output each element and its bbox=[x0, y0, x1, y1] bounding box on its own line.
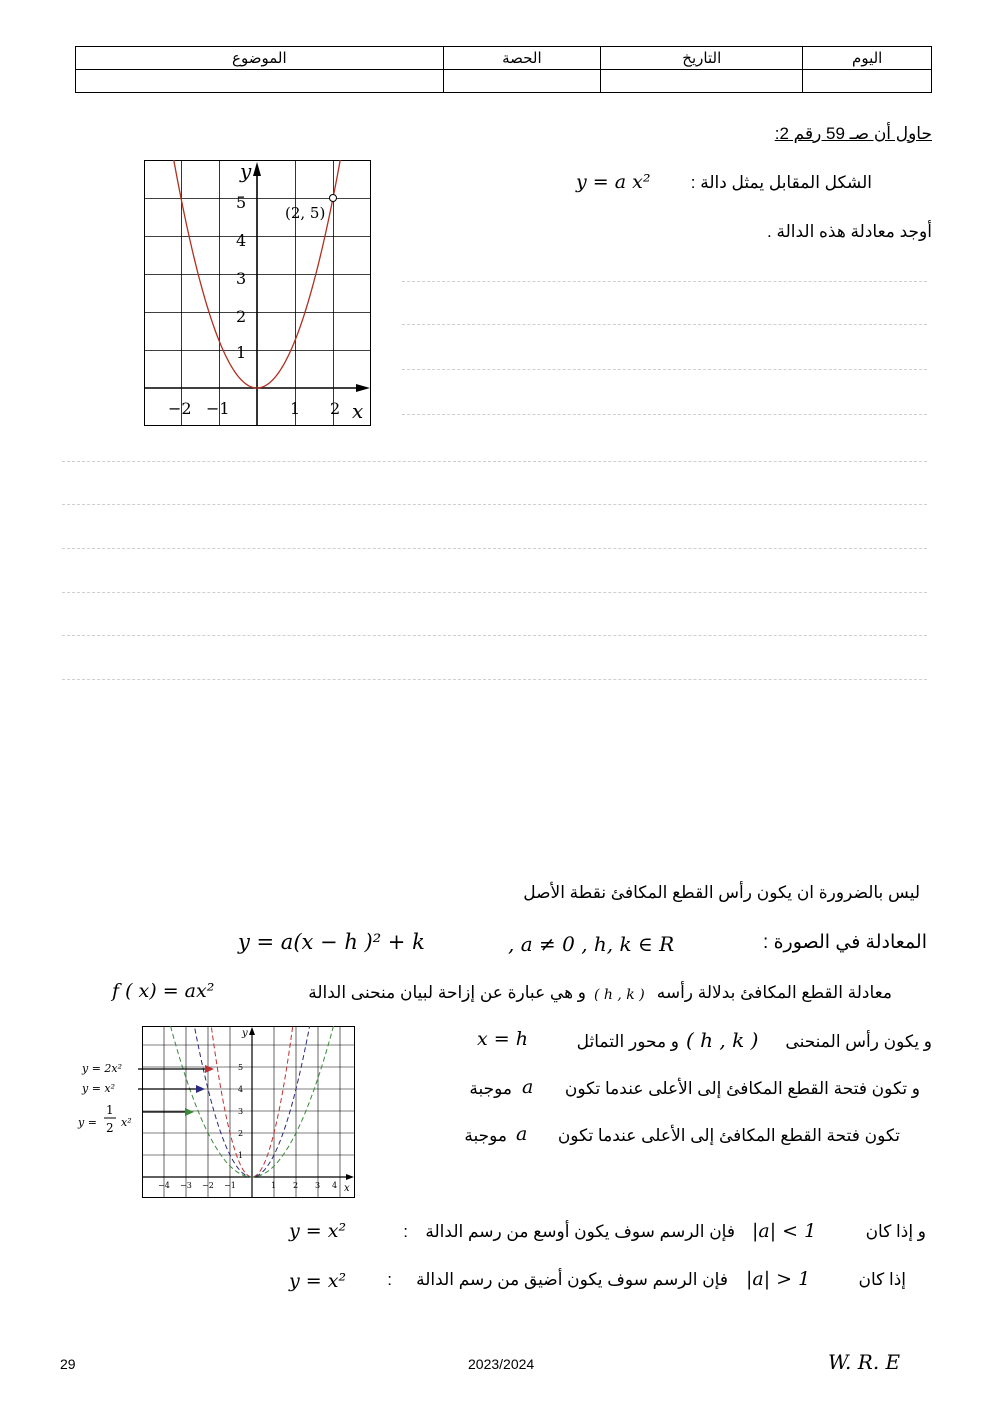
wide-formula: y = x² bbox=[289, 1220, 347, 1242]
y-tick-label: 3 bbox=[236, 269, 247, 288]
header-subject-value bbox=[76, 70, 444, 93]
y-tick-label: 5 bbox=[236, 193, 247, 212]
answer-line bbox=[402, 324, 927, 325]
graph2-x-tick: 3 bbox=[315, 1181, 321, 1190]
exercise-line2: أوجد معادلة هذه الدالة . bbox=[767, 222, 932, 241]
header-date-value bbox=[601, 70, 803, 93]
vertex-form-formula: y = a(x − h )² + k bbox=[238, 930, 425, 954]
header-table bbox=[75, 46, 932, 93]
legend-label-2x2: y = 2x² bbox=[82, 1062, 123, 1075]
answer-line bbox=[402, 281, 927, 282]
page-number: 29 bbox=[60, 1356, 76, 1372]
wide-condition: |a| < 1 bbox=[752, 1220, 817, 1242]
wide-if: و إذا كان bbox=[865, 1222, 926, 1241]
graph2-y-tick: 1 bbox=[238, 1151, 244, 1160]
parabola-family-graph bbox=[76, 1026, 358, 1200]
graph2-x-label: x bbox=[344, 1183, 350, 1194]
graph2-y-tick: 5 bbox=[238, 1063, 244, 1072]
notes-intro: ليس بالضرورة ان يكون رأس القطع المكافئ نقطة الأصل bbox=[523, 883, 920, 902]
form-label: المعادلة في الصورة : bbox=[763, 932, 927, 953]
x-tick-label: 1 bbox=[290, 399, 301, 418]
answer-line bbox=[62, 592, 927, 593]
x-tick-label: −2 bbox=[168, 399, 192, 418]
opening-text-1: و تكون فتحة القطع المكافئ إلى الأعلى عندما تكون bbox=[564, 1079, 920, 1098]
legend-label-half-rest: x² bbox=[121, 1116, 132, 1129]
exercise-line1: الشكل المقابل يمثل دالة : bbox=[690, 173, 872, 192]
header-period: الحصة bbox=[443, 47, 600, 70]
graph2-x-tick: −1 bbox=[224, 1181, 236, 1190]
author-sign: W. R. E bbox=[828, 1350, 901, 1374]
opening-text-2: تكون فتحة القطع المكافئ إلى الأعلى عندما تكون bbox=[557, 1126, 900, 1145]
y-tick-label: 2 bbox=[236, 307, 247, 326]
graph2-y-tick: 4 bbox=[238, 1085, 244, 1094]
legend-label-x2: y = x² bbox=[82, 1082, 116, 1095]
answer-line bbox=[62, 635, 927, 636]
axis-formula: x = h bbox=[477, 1028, 528, 1050]
base-formula: f ( x) = ax² bbox=[112, 980, 215, 1002]
exercise-title: حاول أن صـ 59 رقم 2: bbox=[774, 124, 932, 143]
narrow-formula: y = x² bbox=[289, 1270, 347, 1292]
narrow-text: فإن الرسم سوف يكون أضيق من رسم الدالة bbox=[416, 1270, 728, 1289]
point-marker bbox=[330, 195, 337, 202]
answer-line bbox=[62, 679, 927, 680]
graph2-x-tick: −4 bbox=[158, 1181, 170, 1190]
vertex-hk: ( h , k ) bbox=[594, 987, 645, 1003]
answer-line bbox=[402, 369, 927, 370]
answer-line bbox=[62, 461, 927, 462]
graph2-x-tick: 4 bbox=[332, 1181, 338, 1190]
y-axis-label: y bbox=[240, 160, 252, 183]
school-year: 2023/2024 bbox=[468, 1356, 535, 1372]
x-tick-label: −1 bbox=[206, 399, 230, 418]
y-tick-label: 4 bbox=[236, 231, 247, 250]
graph2-x-tick: 1 bbox=[271, 1181, 277, 1190]
narrow-colon: : bbox=[387, 1270, 392, 1289]
legend-label-half-num: 1 bbox=[106, 1103, 114, 1117]
header-period-value bbox=[443, 70, 600, 93]
graph2-x-tick: −3 bbox=[180, 1181, 192, 1190]
vertex-form-condition: , a ≠ 0 , h, k ∈ R bbox=[508, 932, 675, 956]
x-tick-label: 2 bbox=[330, 399, 341, 418]
legend-label-half-den: 2 bbox=[106, 1121, 114, 1135]
graph2-y-tick: 2 bbox=[238, 1129, 244, 1138]
axis-text-2: و محور التماثل bbox=[576, 1032, 679, 1051]
axis-hk: ( h , k ) bbox=[686, 1028, 759, 1052]
opening-a-1: a bbox=[522, 1076, 534, 1098]
shift-text: و هي عبارة عن إزاحة لبيان منحنى الدالة bbox=[308, 983, 586, 1002]
y-tick-label: 1 bbox=[236, 343, 247, 362]
answer-line bbox=[62, 548, 927, 549]
graph2-x-tick: −2 bbox=[202, 1181, 214, 1190]
opening-a-2: a bbox=[516, 1123, 528, 1145]
header-day: اليوم bbox=[803, 47, 932, 70]
opening-positive-1: موجبة bbox=[469, 1079, 512, 1098]
exercise-formula: y = a x² bbox=[576, 171, 651, 193]
wide-colon: : bbox=[403, 1222, 408, 1241]
vertex-text: معادلة القطع المكافئ بدلالة رأسه bbox=[656, 983, 892, 1002]
answer-line bbox=[62, 504, 927, 505]
header-subject: الموضوع bbox=[76, 47, 444, 70]
axis-text-1: و يكون رأس المنحنى bbox=[785, 1032, 932, 1051]
answer-line bbox=[402, 414, 927, 415]
narrow-if: إذا كان bbox=[858, 1270, 906, 1289]
legend-label-half-lhs: y = bbox=[78, 1116, 97, 1129]
opening-positive-2: موجبة bbox=[464, 1126, 507, 1145]
header-day-value bbox=[803, 70, 932, 93]
header-date: التاريخ bbox=[601, 47, 803, 70]
graph2-y-label: y bbox=[242, 1028, 248, 1039]
graph2-x-tick: 2 bbox=[293, 1181, 299, 1190]
point-label: (2, 5) bbox=[285, 204, 326, 222]
wide-text: فإن الرسم سوف يكون أوسع من رسم الدالة bbox=[425, 1222, 735, 1241]
graph2-y-tick: 3 bbox=[238, 1107, 244, 1116]
parabola-graph bbox=[144, 160, 371, 426]
narrow-condition: |a| > 1 bbox=[746, 1268, 811, 1290]
x-axis-label: x bbox=[352, 399, 364, 423]
